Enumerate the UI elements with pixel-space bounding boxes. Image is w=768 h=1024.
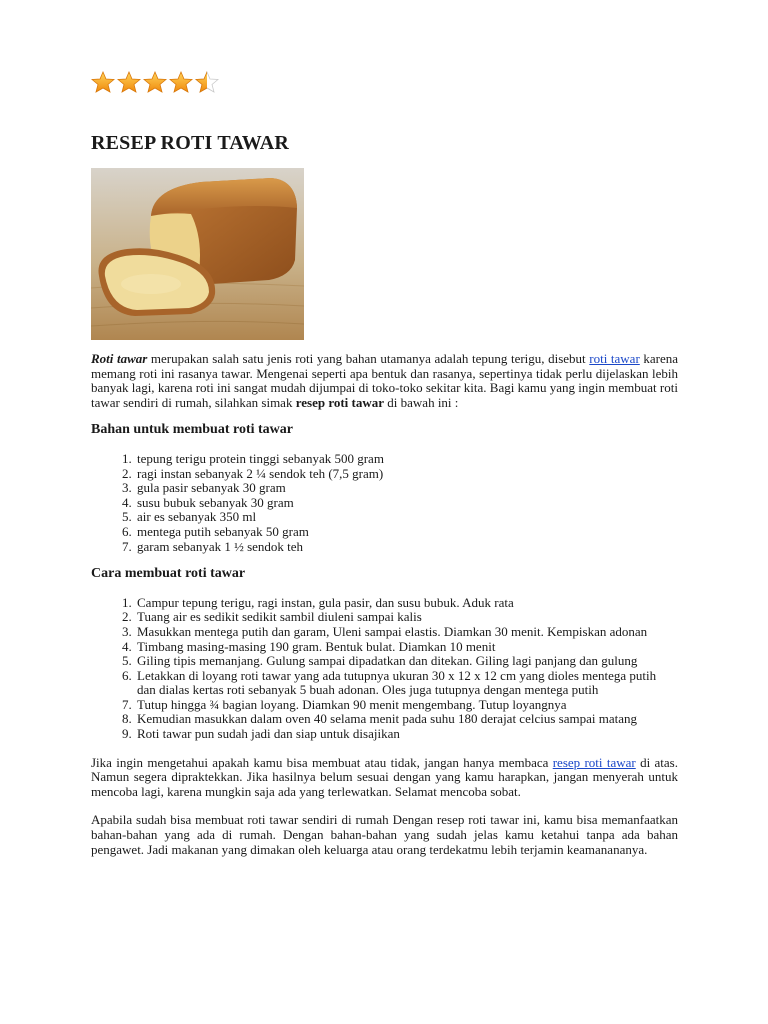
ingredient-item: 6. mentega putih sebanyak 50 gram [135,525,678,540]
resep-roti-tawar-link[interactable]: resep roti tawar [552,754,636,770]
ingredient-item: 5. air es sebanyak 350 ml [135,510,678,525]
step-item: 9. Roti tawar pun sudah jadi dan siap untuk disajikan [135,727,678,742]
step-item: 1. Campur tepung terigu, ragi instan, gula pasir, dan susu bubuk. Aduk rata [135,596,678,611]
ingredient-item: 3. gula pasir sebanyak 30 gram [135,481,678,496]
ingredients-heading: Bahan untuk membuat roti tawar [91,422,293,438]
ingredient-item: 4. susu bubuk sebanyak 30 gram [135,496,678,511]
intro-text-1: merupakan salah satu jenis roti yang bahan utamanya adalah tepung terigu, disebut [147,351,590,366]
step-item: 5. Giling tipis memanjang. Gulung sampai dipadatkan dan ditekan. Giling lagi panjang dan gulung [135,654,678,669]
ingredient-item: 2. ragi instan sebanyak 2 ¼ sendok teh (7,5 gram) [135,467,678,482]
closing-1-text-2: di atas. Namun segera dipraktekkan. Jika hasilnya belum sesuai dengan yang kamu harapkan, jangan menyerah untuk mencoba lagi, karena mungkin saja ada yang terlewatkan. Selamat mencoba sobat. [91,754,678,799]
step-item: 3. Masukkan mentega putih dan garam, Uleni sampai elastis. Diamkan 30 menit. Kempiskan adonan [135,625,678,640]
steps-heading: Cara membuat roti tawar [91,566,246,582]
step-item: 4. Timbang masing-masing 190 gram. Bentuk bulat. Diamkan 10 menit [135,640,678,655]
closing-paragraph-2: Apabila sudah bisa membuat roti tawar sendiri di rumah Dengan resep roti tawar ini, kamu bisa memanfaatkan bahan-bahan yang ada di rumah. Dengan bahan-bahan yang sudah jelas kamu ketahui tanpa ada bahan pengawet. Jadi makanan yang dimakan oleh keluarga atau orang terdekatmu lebih terjamin keamanananya. [91,812,678,857]
steps-list [91,596,678,742]
star-half-icon [195,71,219,93]
closing-1-text-1: Jika ingin mengetahui apakah kamu bisa membuat atau tidak, jangan hanya membaca [91,754,553,770]
ingredients-list [91,452,678,554]
page-title: RESEP ROTI TAWAR [91,132,290,154]
star-full-icon [91,71,115,93]
roti-tawar-link[interactable]: roti tawar [589,351,640,366]
article-body [91,352,678,857]
step-item: 2. Tuang air es sedikit sedikit sambil diuleni sampai kalis [135,610,678,625]
intro-bold: resep roti tawar [295,394,385,410]
intro-text-2: karena memang roti ini rasanya tawar. Mengenai seperti apa bentuk dan rasanya, sepertinya tidak perlu dijelaskan lebih banyak lagi, karena roti ini sangat mudah dijumpai di toko-toko sekitar kita. Bagi kamu yang ingin membuat roti tawar sendiri di rumah, silahkan simak [91,351,679,410]
intro-lead: Roti tawar [91,351,148,366]
bread-loaf-photo [91,168,304,340]
star-full-icon [117,71,141,93]
step-item: 8. Kemudian masukkan dalam oven 40 selama menit pada suhu 180 derajat celcius sampai matang [135,712,678,727]
step-item: 6. Letakkan di loyang roti tawar yang ada tutupnya ukuran 30 x 12 x 12 cm yang dioles mentega putih dan dialas kertas roti sebanyak 5 buah adonan. Oles juga tutupnya dengan mentega putih [135,669,678,698]
ingredient-item: 7. garam sebanyak 1 ½ sendok teh [135,540,678,555]
star-full-icon [143,71,167,93]
star-rating [91,70,678,94]
closing-paragraph-1 [91,756,678,800]
step-item: 7. Tutup hingga ¾ bagian loyang. Diamkan 90 menit mengembang. Tutup loyangnya [135,698,678,713]
ingredient-item: 1. tepung terigu protein tinggi sebanyak 500 gram [135,452,678,467]
intro-text-3: di bawah ini : [384,394,459,410]
intro-paragraph [91,352,678,410]
star-full-icon [169,71,193,93]
document-page [91,70,679,857]
